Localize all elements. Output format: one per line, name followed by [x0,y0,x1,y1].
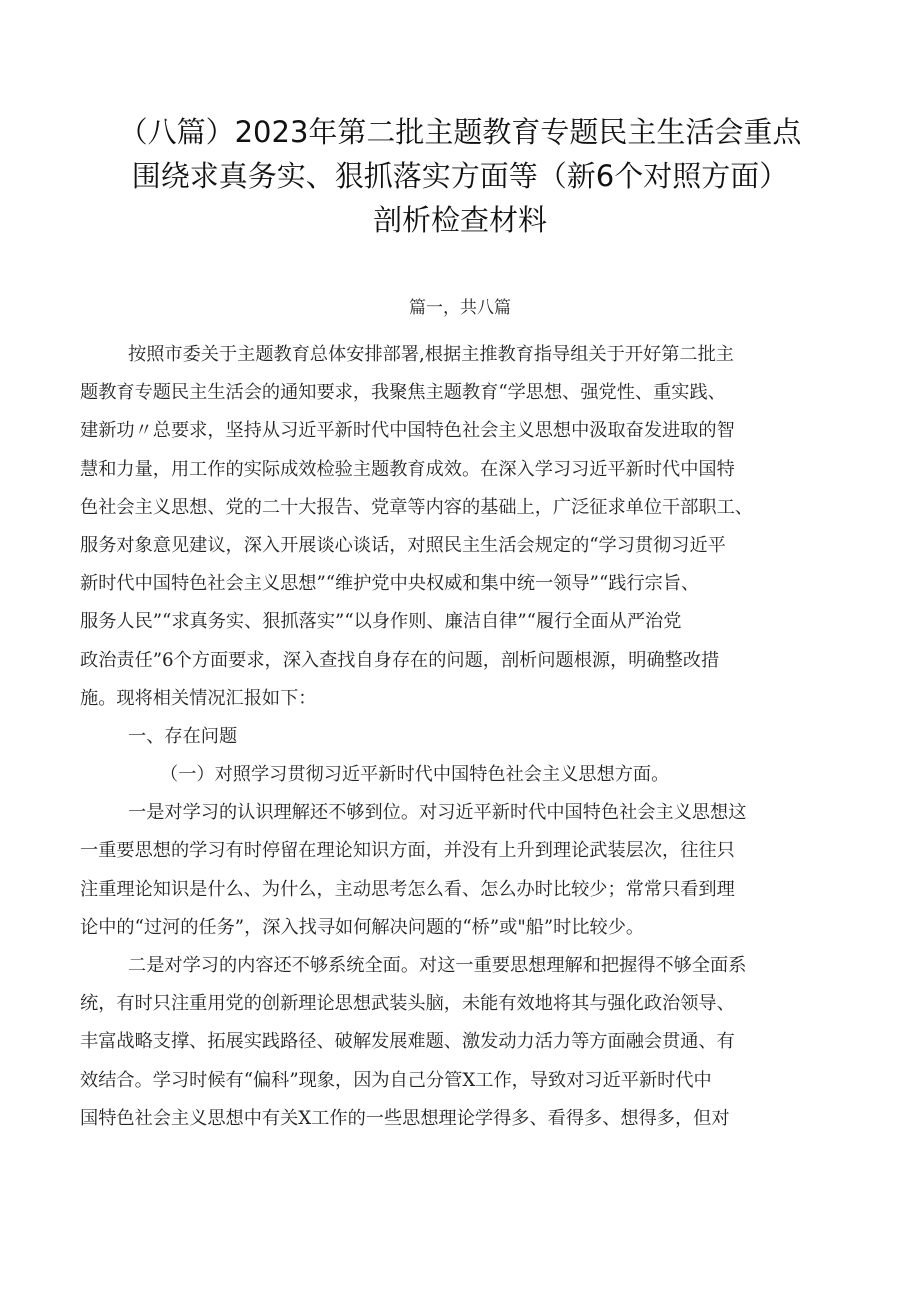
document-title [60,110,860,242]
paragraph-line: 丰富战略支撑、拓展实践路径、破解发展难题、激发动力活力等方面融会贯通、有 [80,1031,735,1053]
paragraph-line: 题教育专题民主生活会的通知要求，我聚焦主题教育“学思想、强党性、重实践、 [80,382,726,404]
paragraph-line: 效结合。学习时候有“偏科”现象，因为自己分管X工作，导致对习近平新时代中 [80,1069,712,1091]
paragraph-line: 统，有时只注重用党的创新理论思想武装头脑，未能有效地将其与强化政治领导、 [80,993,735,1015]
paragraph-intro [80,336,866,718]
body-text [80,336,866,1138]
section-heading-1 [80,718,866,756]
paragraph-point-2 [80,947,866,1138]
title-line-1: （八篇）2023年第二批主题教育专题民主生活会重点 [118,115,802,149]
paragraph-line: 一重要思想的学习有时停留在理论知识方面，并没有上升到理论武装层次，往往只 [80,840,735,862]
section-subtitle: 篇一，共八篇 [409,298,511,318]
paragraph-line: 服务人民”“求真务实、狠抓落实”“以身作则、廉洁自律”“履行全面从严治党 [80,611,682,633]
paragraph-line: 服务对象意见建议，深入开展谈心谈话，对照民主生活会规定的“学习贯彻习近平 [80,534,726,556]
title-line-2: 围绕求真务实、狠抓落实方面等（新6个对照方面） [131,159,789,193]
paragraph-line: 论中的“过河的任务”，深入找寻如何解决问题的“桥”或"船”时比较少。 [80,916,645,938]
paragraph-line: 注重理论知识是什么、为什么，主动思考怎么看、怎么办时比较少；常常只看到理 [80,878,735,900]
heading-line: 一、存在问题 [128,725,238,747]
paragraph-line: 国特色社会主义思想中有关X工作的一些思想理论学得多、看得多、想得多，但对 [80,1107,730,1129]
paragraph-line: 二是对学习的内容还不够系统全面。对这一重要思想理解和把握得不够全面系 [128,955,747,976]
paragraph-line: 慧和力量，用工作的实际成效检验主题教育成效。在深入学习习近平新时代中国特 [80,458,735,480]
paragraph-line: 新时代中国特色社会主义思想”“维护党中央权威和集中统一领导”“践行宗旨、 [80,573,700,595]
title-line-3: 剖析检查材料 [372,203,547,237]
subsection-heading-1 [80,756,866,794]
paragraph-line: 政治责任”6个方面要求，深入查找自身存在的问题，剖析问题根源，明确整改措 [80,649,720,671]
paragraph-line: 一是对学习的认识理解还不够到位。对习近平新时代中国特色社会主义思想这 [128,802,747,824]
paragraph-line: 色社会主义思想、党的二十大报告、党章等内容的基础上，广泛征求单位干部职工、 [80,496,753,518]
paragraph-point-1 [80,794,866,947]
paragraph-line: 建新功〃总要求，坚持从习近平新时代中国特色社会主义思想中汲取奋发进取的智 [80,420,735,442]
heading-line: （一）对照学习贯彻习近平新时代中国特色社会主义思想方面。 [160,764,670,786]
paragraph-line: 按照市委关于主题教育总体安排部署,根据主推教育指导组关于开好第二批主 [128,344,734,365]
paragraph-line: 施。现将相关情况汇报如下： [80,687,317,709]
